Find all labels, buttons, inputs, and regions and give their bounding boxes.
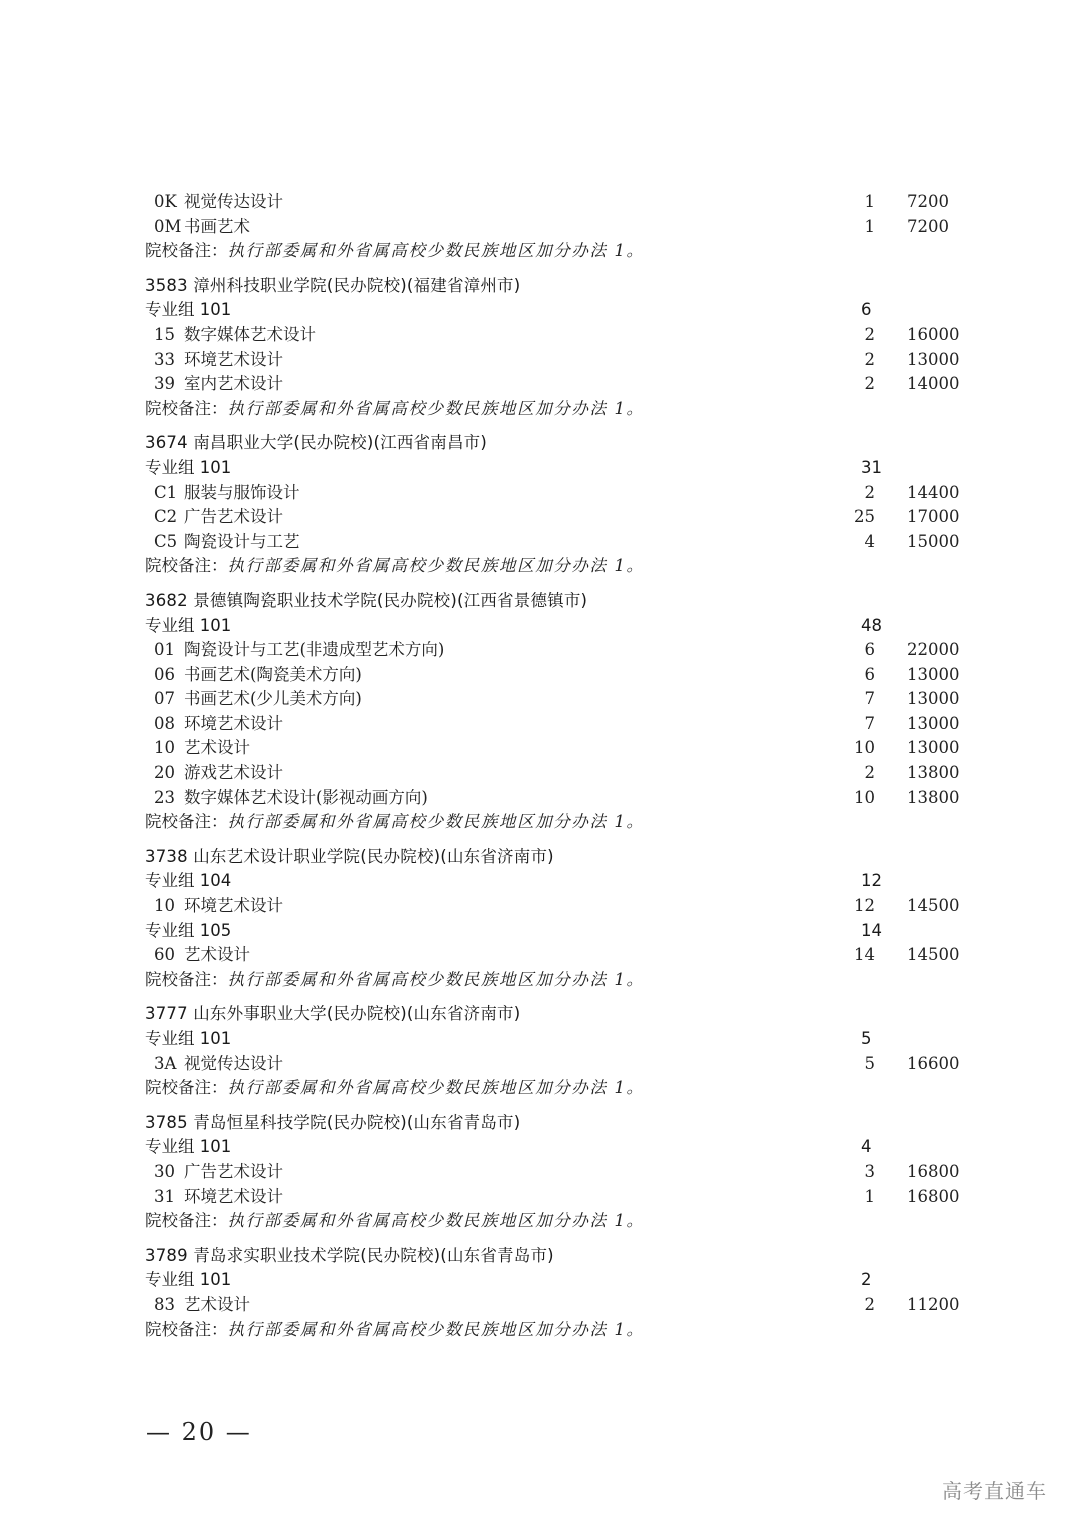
major-name: 书画艺术 (184, 216, 250, 236)
major-code: 10 (154, 896, 175, 916)
major-plan-count: 1 (864, 1186, 875, 1206)
major-row (145, 481, 975, 506)
major-plan-count: 6 (864, 664, 875, 684)
major-row (145, 943, 975, 968)
major-row (145, 1185, 975, 1210)
major-group-count: 14 (861, 920, 882, 940)
major-code: C1 (154, 482, 178, 502)
major-code: C5 (154, 531, 178, 551)
major-code: 60 (154, 945, 175, 965)
school-note-label: 院校备注： (145, 1078, 228, 1098)
major-group-row (145, 919, 975, 944)
major-plan-count: 2 (864, 482, 875, 502)
major-plan-count: 10 (854, 787, 875, 807)
major-tuition-fee: 13000 (907, 689, 960, 709)
school-note-text: 执行部委属和外省属高校少数民族地区加分办法 1。 (227, 398, 645, 418)
major-name: 陶瓷设计与工艺 (184, 531, 300, 551)
major-plan-count: 7 (864, 713, 875, 733)
major-row (145, 638, 975, 663)
major-group-count: 31 (861, 457, 882, 477)
major-code: 31 (154, 1186, 175, 1206)
major-code: 06 (154, 664, 175, 684)
major-plan-count: 2 (864, 374, 875, 394)
major-name: 艺术设计 (184, 738, 250, 758)
major-plan-count: 2 (864, 349, 875, 369)
major-group-label: 专业组 101 (145, 1029, 232, 1048)
major-code: 20 (154, 763, 175, 783)
school-header: 3682 景德镇陶瓷职业技术学院(民办院校)(江西省景德镇市) (145, 590, 588, 610)
major-row (145, 1160, 975, 1185)
major-name: 环境艺术设计 (184, 349, 283, 369)
major-plan-count: 2 (864, 763, 875, 783)
major-row (145, 786, 975, 811)
school-note-text: 执行部委属和外省属高校少数民族地区加分办法 1。 (227, 556, 645, 576)
school-block (145, 589, 975, 835)
major-tuition-fee: 16600 (907, 1053, 960, 1073)
major-plan-count: 2 (864, 1294, 875, 1314)
major-name: 视觉传达设计 (184, 192, 283, 211)
major-group-row (145, 1135, 975, 1160)
page-number: — 20 — (146, 1418, 252, 1446)
major-name: 陶瓷设计与工艺(非遗成型艺术方向) (184, 640, 445, 660)
major-plan-count: 1 (864, 192, 875, 211)
major-row (145, 323, 975, 348)
major-plan-count: 3 (864, 1161, 875, 1181)
school-note-label: 院校备注： (145, 969, 228, 989)
major-name: 游戏艺术设计 (184, 763, 283, 783)
major-tuition-fee: 13000 (907, 664, 960, 684)
major-code: 30 (154, 1161, 175, 1181)
major-row (145, 530, 975, 555)
major-group-count: 48 (861, 615, 882, 635)
major-plan-count: 7 (864, 689, 875, 709)
major-name: 广告艺术设计 (184, 507, 283, 527)
major-name: 数字媒体艺术设计 (184, 324, 316, 344)
major-group-label: 专业组 101 (145, 1137, 232, 1157)
major-code: 10 (154, 738, 175, 758)
major-group-count: 6 (861, 300, 872, 320)
major-plan-count: 10 (854, 738, 875, 758)
school-block (145, 845, 975, 993)
major-plan-count: 14 (854, 945, 875, 965)
school-note-text: 执行部委属和外省属高校少数民族地区加分办法 1。 (227, 241, 645, 261)
major-plan-count: 1 (864, 216, 875, 236)
major-plan-count: 5 (864, 1053, 875, 1073)
major-name: 环境艺术设计 (184, 713, 283, 733)
major-plan-count: 4 (864, 531, 875, 551)
school-note (145, 810, 975, 835)
major-code: 33 (154, 349, 175, 369)
major-name: 服装与服饰设计 (184, 482, 300, 502)
school-note (145, 1076, 975, 1101)
major-row (145, 190, 975, 215)
major-row (145, 687, 975, 712)
school-header: 3583 漳州科技职业学院(民办院校)(福建省漳州市) (145, 275, 521, 295)
major-group-label: 专业组 105 (145, 920, 232, 940)
school-header: 3785 青岛恒星科技学院(民办院校)(山东省青岛市) (145, 1112, 521, 1132)
school-note (145, 1318, 975, 1343)
major-group-label: 专业组 104 (145, 871, 232, 891)
school-note-text: 执行部委属和外省属高校少数民族地区加分办法 1。 (227, 1319, 645, 1339)
school-note-text: 执行部委属和外省属高校少数民族地区加分办法 1。 (227, 969, 645, 989)
major-row (145, 663, 975, 688)
major-name: 广告艺术设计 (184, 1161, 283, 1181)
major-name: 书画艺术(少儿美术方向) (184, 689, 362, 709)
school-block (145, 1244, 975, 1342)
major-code: 3A (154, 1053, 177, 1073)
major-tuition-fee: 15000 (907, 531, 960, 551)
major-tuition-fee: 22000 (907, 640, 960, 660)
school-note-label: 院校备注： (145, 241, 228, 261)
major-group-row (145, 1268, 975, 1293)
major-code: 07 (154, 689, 175, 709)
major-row (145, 505, 975, 530)
major-group-label: 专业组 101 (145, 457, 232, 477)
school-note-label: 院校备注： (145, 556, 228, 576)
major-code: 01 (154, 640, 175, 660)
major-tuition-fee: 11200 (907, 1294, 960, 1314)
major-row (145, 761, 975, 786)
school-note-text: 执行部委属和外省属高校少数民族地区加分办法 1。 (227, 1211, 645, 1231)
major-code: 15 (154, 324, 175, 344)
major-row (145, 712, 975, 737)
major-tuition-fee: 16000 (907, 324, 960, 344)
major-tuition-fee: 13800 (907, 787, 960, 807)
school-header: 3674 南昌职业大学(民办院校)(江西省南昌市) (145, 433, 487, 453)
major-row (145, 215, 975, 240)
major-row (145, 894, 975, 919)
continued-block (145, 190, 975, 264)
major-code: 39 (154, 374, 175, 394)
school-header: 3789 青岛求实职业技术学院(民办院校)(山东省青岛市) (145, 1245, 554, 1265)
school-block (145, 1111, 975, 1234)
major-tuition-fee: 13000 (907, 349, 960, 369)
major-name: 环境艺术设计 (184, 1186, 283, 1206)
school-note (145, 239, 975, 264)
major-group-count: 4 (861, 1137, 872, 1157)
major-name: 视觉传达设计 (184, 1053, 283, 1073)
major-tuition-fee: 16800 (907, 1186, 960, 1206)
major-plan-count: 2 (864, 324, 875, 344)
major-name: 书画艺术(陶瓷美术方向) (184, 664, 362, 684)
school-header: 3777 山东外事职业大学(民办院校)(山东省济南市) (145, 1004, 521, 1024)
school-note (145, 1209, 975, 1234)
major-code: C2 (154, 507, 178, 527)
major-code: 23 (154, 787, 175, 807)
major-group-count: 5 (861, 1029, 872, 1048)
major-plan-count: 6 (864, 640, 875, 660)
major-code: 0K (154, 192, 177, 211)
admission-plan-list (145, 190, 975, 1342)
major-group-row (145, 869, 975, 894)
major-code: 0M (154, 216, 182, 236)
school-note (145, 968, 975, 993)
school-note-label: 院校备注： (145, 398, 228, 418)
major-group-count: 12 (861, 871, 882, 891)
major-plan-count: 12 (854, 896, 875, 916)
major-group-row (145, 614, 975, 639)
major-tuition-fee: 7200 (907, 192, 949, 211)
major-code: 08 (154, 713, 175, 733)
school-note (145, 554, 975, 579)
major-tuition-fee: 13800 (907, 763, 960, 783)
major-row (145, 348, 975, 373)
major-name: 环境艺术设计 (184, 896, 283, 916)
major-group-label: 专业组 101 (145, 615, 232, 635)
major-group-label: 专业组 101 (145, 300, 232, 320)
major-tuition-fee: 14000 (907, 374, 960, 394)
major-group-row (145, 298, 975, 323)
major-name: 室内艺术设计 (184, 374, 283, 394)
major-tuition-fee: 13000 (907, 713, 960, 733)
major-tuition-fee: 17000 (907, 507, 960, 527)
watermark: 高考直通车 (942, 1479, 1047, 1503)
major-name: 数字媒体艺术设计(影视动画方向) (184, 787, 428, 807)
major-name: 艺术设计 (184, 1294, 250, 1314)
major-row (145, 372, 975, 397)
school-note-label: 院校备注： (145, 1319, 228, 1339)
major-tuition-fee: 14500 (907, 896, 960, 916)
major-tuition-fee: 14400 (907, 482, 960, 502)
major-row (145, 736, 975, 761)
school-note-text: 执行部委属和外省属高校少数民族地区加分办法 1。 (227, 1078, 645, 1098)
major-group-count: 2 (861, 1270, 872, 1290)
school-block (145, 431, 975, 579)
major-code: 83 (154, 1294, 175, 1314)
major-tuition-fee: 7200 (907, 216, 949, 236)
major-group-row (145, 456, 975, 481)
school-block (145, 1002, 975, 1100)
major-row (145, 1293, 975, 1318)
major-row (145, 1052, 975, 1077)
school-note-label: 院校备注： (145, 812, 228, 832)
school-note-label: 院校备注： (145, 1211, 228, 1231)
school-block (145, 274, 975, 422)
major-tuition-fee: 13000 (907, 738, 960, 758)
major-tuition-fee: 16800 (907, 1161, 960, 1181)
major-plan-count: 25 (854, 507, 875, 527)
school-note-text: 执行部委属和外省属高校少数民族地区加分办法 1。 (227, 812, 645, 832)
school-header: 3738 山东艺术设计职业学院(民办院校)(山东省济南市) (145, 846, 554, 866)
school-note (145, 397, 975, 422)
major-name: 艺术设计 (184, 945, 250, 965)
major-tuition-fee: 14500 (907, 945, 960, 965)
major-group-label: 专业组 101 (145, 1270, 232, 1290)
major-group-row (145, 1027, 975, 1052)
